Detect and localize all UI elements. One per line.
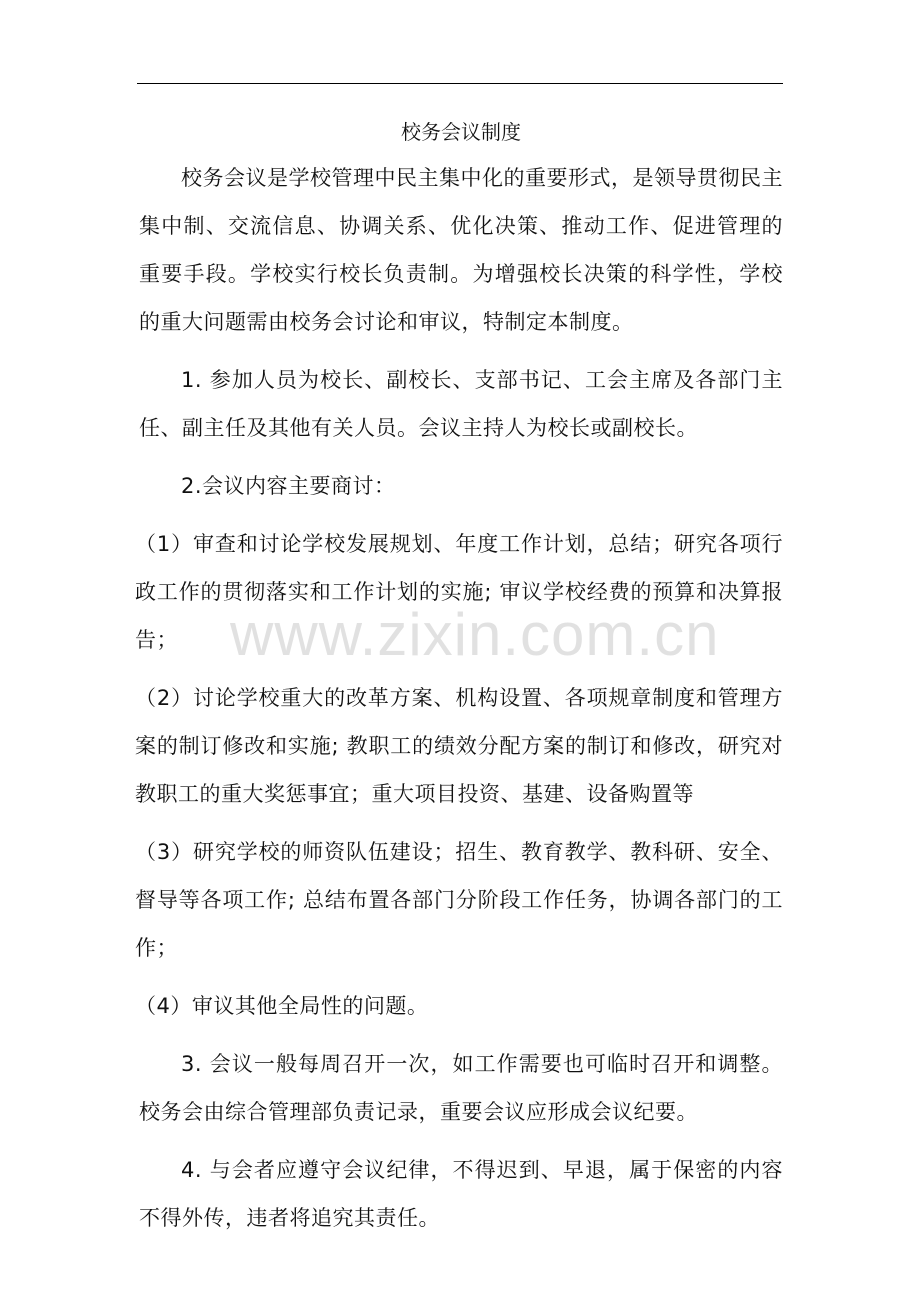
- section-2-item-4: （4）审议其他全局性的问题。: [135, 994, 429, 1018]
- section-1-attendees: 1. 参加人员为校长、副校长、支部书记、工会主席及各部门主任、副主任及其他有关人员。会议主持人为校长或副校长。: [139, 368, 783, 440]
- section-2-item-3: （3）研究学校的师资队伍建设；招生、教育教学、教科研、安全、督导等各项工作; 总结布置各部门分阶段工作任务，协调各部门的工作；: [135, 840, 783, 960]
- header-rule: [137, 83, 783, 84]
- section-3-meeting-frequency: 3. 会议一般每周召开一次，如工作需要也可临时召开和调整。校务会由综合管理部负责记录，重要会议应形成会议纪要。: [139, 1052, 783, 1124]
- section-2-heading: 2.会议内容主要商讨：: [181, 474, 396, 498]
- section-2-item-2: （2）讨论学校重大的改革方案、机构设置、各项规章制度和管理方案的制订修改和实施; 教职工的绩效分配方案的制订和修改，研究对教职工的重大奖惩事宜；重大项目投资、基建、设备购置等: [135, 686, 783, 806]
- document-title: 校务会议制度: [401, 120, 521, 144]
- section-2-item-1: （1）审查和讨论学校发展规划、年度工作计划，总结；研究各项行政工作的贯彻落实和工作计划的实施; 审议学校经费的预算和决算报告；: [135, 532, 783, 652]
- intro-paragraph: 校务会议是学校管理中民主集中化的重要形式，是领导贯彻民主集中制、交流信息、协调关系、优化决策、推动工作、促进管理的重要手段。学校实行校长负责制。为增强校长决策的科学性，学校的重大问题需由校务会讨论和审议，特制定本制度。: [139, 166, 783, 334]
- section-4-discipline: 4. 与会者应遵守会议纪律，不得迟到、早退，属于保密的内容不得外传，违者将追究其责任。: [139, 1158, 783, 1230]
- document-body: [135, 114, 783, 1252]
- watermark-text: www.zixin.com.cn: [230, 601, 720, 668]
